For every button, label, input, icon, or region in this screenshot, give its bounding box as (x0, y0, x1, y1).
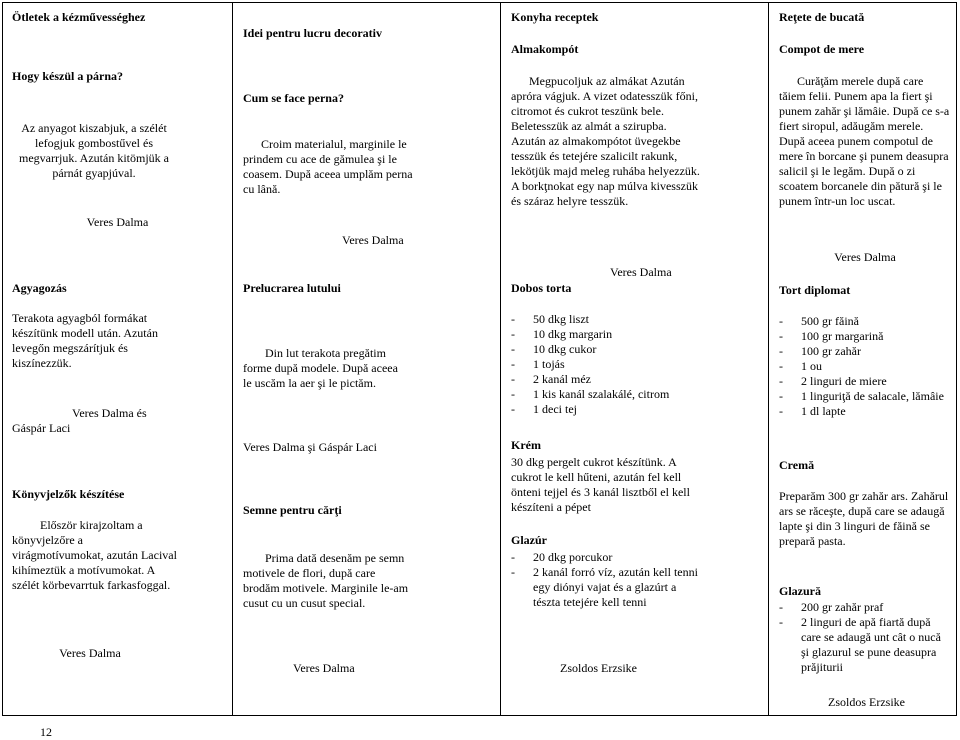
col2-bookmark-text: Prima dată desenăm pe semn motivele de flori, după care brodăm motivele. Marginile le-am cusut cu un cusut special. (243, 551, 409, 610)
list-item: - 2 kanál forró víz, azután kell tenni egy diónyi vajat és a glazúrt a tészta tetejére kell tenni (511, 565, 701, 610)
col2-bookmark-title: Semne pentru cărţi (243, 503, 342, 517)
col3-glaze-title: Glazúr (511, 533, 547, 547)
col1-bookmark-author: Veres Dalma (59, 646, 121, 660)
list-item: - 1 deci tej (511, 402, 761, 417)
column-divider (768, 2, 769, 716)
col1-clay-author: Veres Dalma és Gáspár Laci (12, 406, 147, 435)
list-item: - 2 linguri de apă fiartă după care se adaugă unt cât o nucă şi glazurul se pune deasupra prăjiturii (779, 615, 951, 675)
col1-pillow-title: Hogy készül a párna? (12, 69, 124, 83)
col4-compote-author: Veres Dalma (834, 250, 896, 264)
column-divider (232, 2, 233, 716)
col1-bookmark-title: Könyvjelzők készítése (12, 487, 125, 501)
col2-pillow-text: Croim materialul, marginile le prindem cu ace de gămulea şi le coasem. După aceea umplăm perna cu lână. (243, 137, 413, 196)
col1-header: Ötletek a kézművességhez (12, 10, 146, 24)
list-item: - 10 dkg margarin (511, 327, 761, 342)
list-item: - 200 gr zahăr praf (779, 600, 951, 615)
col4-cake-title: Tort diplomat (779, 283, 851, 297)
col4-glaze-title: Glazură (779, 584, 821, 598)
list-item: - 50 dkg liszt (511, 312, 761, 327)
col3-cake-title: Dobos torta (511, 281, 572, 295)
column-divider (500, 2, 501, 716)
list-item: - 2 kanál méz (511, 372, 761, 387)
col4-glaze-list (779, 600, 951, 675)
col1-pillow-text: Az anyagot kiszabjuk, a szélét lefogjuk gombostűvel és megvarrjuk. Azután kitömjük a párnát gyapjúval. (19, 121, 169, 180)
col1-pillow-author: Veres Dalma (86, 215, 149, 229)
col4-cake-author: Zsoldos Erzsike (828, 695, 905, 709)
col1-bookmark-text: Először kirajzoltam a könyvjelzőre a virágmotívumokat, azután Lacival kihímeztük a motívumokat. A szélét körbevarrtuk farkasfoggal. (12, 518, 177, 592)
list-item: - 20 dkg porcukor (511, 550, 701, 565)
list-item: - 1 tojás (511, 357, 761, 372)
col4-compote-text: Curăţăm merele după care tăiem felii. Punem apa la fiert şi punem zahăr şi lămâie. După ce s-a fiert siropul, adăugăm merele. După aceea punem compotul de mere în borcane şi punem deasupra salicil şi le legăm. După o zi scoatem borcanele din pătură şi le punem într-un loc uscat. (779, 74, 950, 208)
col3-compote-text: Megpucoljuk az almákat Azután apróra vágjuk. A vizet odatesszük főni, citromot és cukrot teszünk bele. Beletesszük az almát a szirupba. Azután az almakompótot üvegekbe tesszük és tetejére szalicilt rakunk, lekötjük majd meleg ruhába helyezzük. A borkţnokat egy nap múlva kivesszük és száraz helyre tesszük. (511, 74, 700, 208)
list-item: - 1 ou (779, 359, 951, 374)
col2-header: Idei pentru lucru decorativ (243, 26, 382, 40)
col2-clay-text: Din lut terakota pregătim forme după modele. După aceea le uscăm la aer şi le pictăm. (243, 346, 398, 390)
col4-ingredients-list (779, 314, 951, 419)
page-number: 12 (40, 725, 52, 739)
col3-cake-author: Zsoldos Erzsike (560, 661, 637, 675)
col2-clay-author: Veres Dalma şi Gáspár Laci (243, 440, 377, 454)
col2-pillow-author: Veres Dalma (342, 233, 404, 247)
col3-cream-text: 30 dkg pergelt cukrot készítünk. A cukrot le kell hűteni, azután fel kell önteni tejjel és 3 kanál lisztből el kell készíteni a pépet (511, 455, 690, 514)
col1-clay-text: Terakota agyagból formákat készítünk modell után. Azután levegőn megszárítjuk és kiszínezzük. (12, 311, 158, 370)
col4-cream-text: Preparăm 300 gr zahăr ars. Zahărul ars se răceşte, după care se adaugă lapte şi din 3 linguri de făină se prepară pasta. (779, 489, 949, 548)
col4-header: Reţete de bucată (779, 10, 865, 24)
list-item: - 100 gr zahăr (779, 344, 951, 359)
col3-header: Konyha receptek (511, 10, 599, 24)
col2-bookmark-author: Veres Dalma (293, 661, 355, 675)
col3-compote-author: Veres Dalma (610, 265, 672, 279)
list-item: - 2 linguri de miere (779, 374, 951, 389)
list-item: - 1 kis kanál szalakálé, citrom (511, 387, 761, 402)
list-item: - 10 dkg cukor (511, 342, 761, 357)
col4-compote-title: Compot de mere (779, 42, 865, 56)
col1-clay-title: Agyagozás (12, 281, 67, 295)
col3-compote-title: Almakompót (511, 42, 579, 56)
list-item: - 1 linguriţă de salacale, lămâie (779, 389, 951, 404)
col3-ingredients-list (511, 312, 761, 417)
list-item: - 500 gr făină (779, 314, 951, 329)
list-item: - 1 dl lapte (779, 404, 951, 419)
col3-cream-title: Krém (511, 438, 541, 452)
col3-glaze-list (511, 550, 701, 610)
col4-cream-title: Cremă (779, 458, 815, 472)
col2-pillow-title: Cum se face perna? (243, 91, 344, 105)
list-item: - 100 gr margarină (779, 329, 951, 344)
col2-clay-title: Prelucrarea lutului (243, 281, 341, 295)
